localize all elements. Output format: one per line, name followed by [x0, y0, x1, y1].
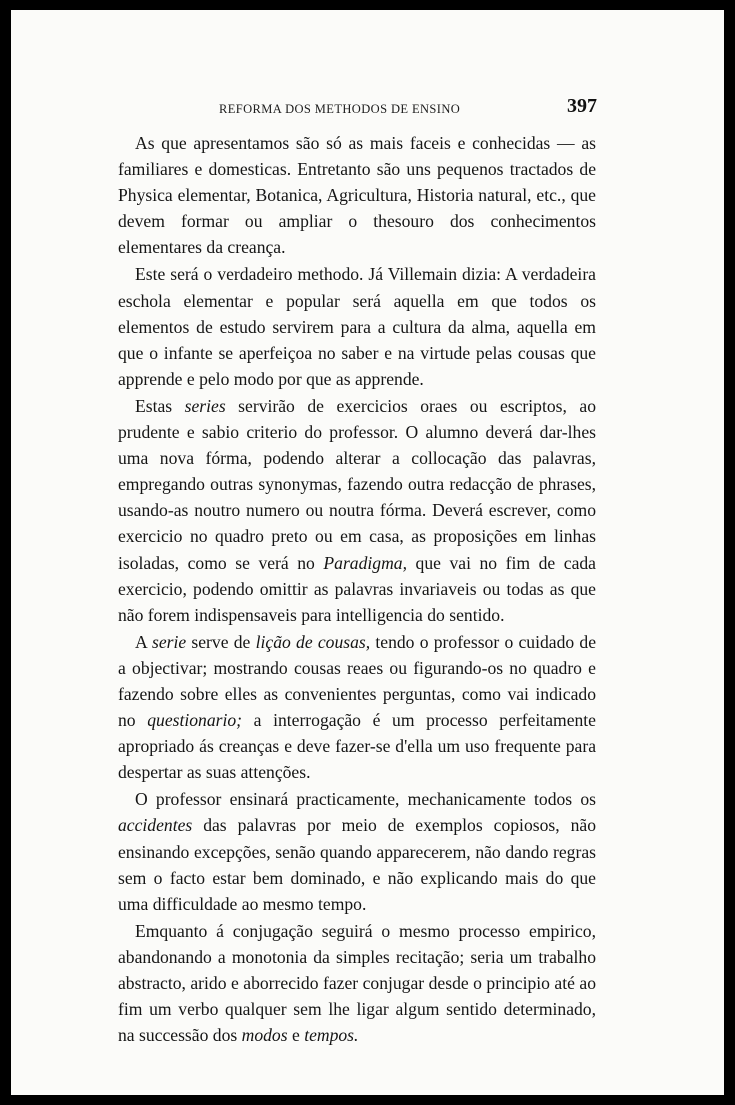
running-title: REFORMA DOS METHODOS DE ENSINO: [219, 102, 461, 116]
book-page: [11, 10, 724, 1095]
paragraph: [118, 130, 596, 260]
body-text: [118, 130, 596, 1048]
text-run: A: [135, 631, 152, 652]
text-run: tendo o professor o cuidado de a objectivar; mostrando cousas reaes ou figurando-os no quadro e fazendo sobre elles as convenientes perguntas, como vai indicado no: [118, 631, 597, 731]
text-run: Este será o verdadeiro methodo. Já Villemain dizia: A verdadeira eschola elementar e popular será aquella em que todos os elementos de estudo servirem para a cultura da alma, aquella em que o infante se aperfeiçoa no saber e na virtude pelas cousas que apprende e pelo modo por que as apprende.: [118, 264, 596, 389]
text-run: que vai no fim de cada exercicio, podendo omittir as palavras invariaveis ou todas as que não forem indispensaveis para intelligencia do sentido.: [118, 552, 596, 625]
paragraph: [118, 261, 596, 391]
paragraph: [118, 918, 596, 1048]
italic-text: series: [184, 395, 226, 416]
text-run: servirão de exercicios oraes ou escriptos, ao prudente e sabio criterio do professor. O alumno deverá dar-lhes uma nova fórma, podendo alterar a collocação das palavras, empregando outras synonymas, fazendo outra redacção de phrases, usando-as noutro numero ou noutra fórma. Deverá escrever, como exercicio no quadro preto ou em casa, as proposições em linhas isoladas, como se verá no: [118, 395, 596, 573]
italic-text: modos: [241, 1025, 288, 1046]
text-run: e: [287, 1025, 305, 1046]
text-run: O professor ensinará practicamente, mechanicamente todos os: [135, 789, 596, 810]
italic-text: accidentes: [118, 815, 193, 836]
italic-text: Paradigma,: [323, 552, 407, 573]
page-header: [207, 90, 597, 120]
page-number: 397: [567, 95, 597, 117]
italic-text: serie: [151, 631, 187, 652]
text-run: a interrogação é um processo perfeitamente apropriado ás creanças e deve fazer-se d'ella um uso frequente para despertar as suas attenções.: [118, 710, 596, 783]
italic-text: tempos.: [304, 1025, 359, 1046]
text-run: serve de: [186, 631, 256, 652]
paragraph: [118, 786, 596, 916]
italic-text: questionario;: [147, 710, 243, 731]
text-run: das palavras por meio de exemplos copiosos, não ensinando excepções, senão quando apparecerem, não dando regras sem o facto estar bem dominado, e não explicando mais do que uma difficuldade ao mesmo tempo.: [118, 815, 596, 914]
italic-text: lição de cousas,: [255, 631, 371, 652]
paragraph: [118, 393, 596, 628]
text-run: As que apresentamos são só as mais faceis e conhecidas — as familiares e domesticas. Entretanto são uns pequenos tractados de Physica elementar, Botanica, Agricultura, Historia natural, etc., que devem formar ou ampliar o thesouro dos conhecimentos elementares da creança.: [118, 133, 596, 258]
paragraph: [118, 629, 596, 786]
text-run: Estas: [135, 395, 185, 416]
text-run: Emquanto á conjugação seguirá o mesmo processo empirico, abandonando a monotonia da simples recitação; seria um trabalho abstracto, arido e aborrecido fazer conjugar desde o principio até ao fim um verbo qualquer sem lhe ligar algum sentido determinado, na successão dos: [118, 920, 596, 1046]
